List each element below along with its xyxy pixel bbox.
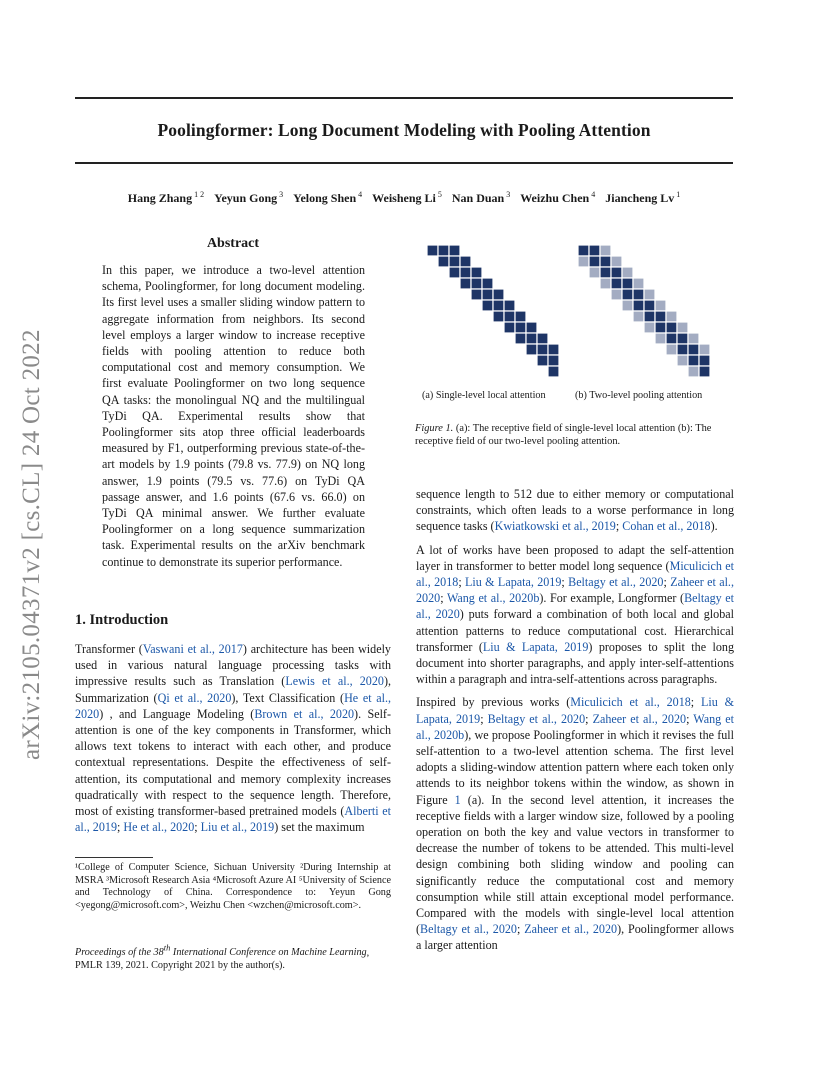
citation-link[interactable]: Liu & Lapata, 2019 [465, 575, 562, 590]
attention-cell [449, 245, 460, 256]
author [128, 191, 204, 205]
text-run: ; [440, 591, 447, 606]
citation-link[interactable]: Liu & Lapata, 2019 [416, 695, 735, 726]
figure-caption-text: (a): The receptive field of single-level local attention (b): The receptive field of our two-level pooling attention. [415, 423, 712, 448]
attention-cell [537, 333, 548, 344]
subcaption-a: (a) Single-level local attention [422, 390, 546, 401]
proceedings-copyright: , PMLR 139, 2021. Copyright 2021 by the author(s). [75, 947, 370, 972]
text-run: ), Poolingformer allows a larger attention [416, 922, 734, 953]
attention-cell [548, 344, 559, 355]
text-run: Inspired by previous works ( [416, 695, 571, 710]
text-run: ), Summarization ( [75, 674, 391, 705]
attention-cell [460, 267, 471, 278]
text-run: Transformer ( [75, 642, 143, 656]
author [605, 191, 680, 205]
attention-cell [548, 366, 559, 377]
introduction-text-left [75, 641, 391, 835]
attention-cell [482, 278, 493, 289]
attention-cell [666, 344, 677, 355]
attention-cell [471, 267, 482, 278]
author-name: Weizhu Chen [520, 191, 590, 205]
text-run: sequence length to 512 due to either memory or computational constraints, which often leads to a worse performance in long sequence tasks ( [416, 487, 734, 534]
attention-cell [515, 333, 526, 344]
attention-cell [644, 289, 655, 300]
author-name: Yeyun Gong [214, 191, 278, 205]
citation-link[interactable]: Alberti et al., 2019 [75, 804, 391, 835]
attention-cell [471, 278, 482, 289]
citation-link[interactable]: He et al., 2020 [123, 820, 195, 835]
attention-cell [438, 245, 449, 256]
attention-cell [677, 355, 688, 366]
attention-cell [644, 300, 655, 311]
author [452, 191, 510, 205]
attention-cell [644, 311, 655, 322]
attention-cell [655, 311, 666, 322]
intro-paragraph-3 [416, 694, 734, 953]
attention-cell [493, 300, 504, 311]
citation-link[interactable]: He et al., 2020 [75, 690, 391, 721]
citation-link[interactable]: Cohan et al., 2018 [622, 519, 711, 534]
text-run: ; [458, 575, 466, 590]
attention-cell [655, 322, 666, 333]
attention-cell [482, 289, 493, 300]
author [372, 191, 442, 205]
text-run: ; [516, 922, 525, 937]
citation-link[interactable]: Wang et al., 2020b [446, 591, 540, 606]
attention-cell [611, 267, 622, 278]
citation-link[interactable]: Zaheer et al., 2020 [592, 711, 687, 726]
attention-cell [449, 256, 460, 267]
attention-cell [438, 256, 449, 267]
attention-cell [537, 344, 548, 355]
attention-cell [633, 278, 644, 289]
author [520, 191, 595, 205]
attention-cell [504, 300, 515, 311]
text-run: ; [585, 711, 593, 726]
author [293, 191, 362, 205]
author-affiliation-mark: 4 [589, 190, 596, 199]
attention-cell [622, 278, 633, 289]
arxiv-identifier: arXiv:2105.04371v2 [cs.CL] 24 Oct 2022 [18, 329, 45, 760]
attention-cell [537, 355, 548, 366]
introduction-text-right [416, 486, 734, 954]
attention-cell [688, 333, 699, 344]
affiliations-footnote: ¹College of Computer Science, Sichuan University ²During Internship at MSRA ³Microsoft Research Asia ⁴Microsoft Azure AI ⁵University of Science and Technology of China. Correspondence to: Yeyun Gong <yegong@microsoft.com>, Weizhu Chen <wzchen@microsoft.com>. [75, 862, 391, 911]
citation-link[interactable]: Beltagy et al., 2020 [568, 575, 664, 590]
author-name: Jiancheng Lv [605, 191, 675, 205]
attention-cell [688, 355, 699, 366]
attention-cell [666, 311, 677, 322]
text-run: ). For example, Longformer ( [539, 591, 685, 606]
proceedings-title: Proceedings of the 38th International Conference on Machine Learning [75, 943, 367, 959]
intro-paragraph-1 [75, 641, 391, 835]
attention-cell [427, 245, 438, 256]
attention-cell [493, 311, 504, 322]
attention-cell [504, 311, 515, 322]
attention-cell [699, 355, 710, 366]
citation-link[interactable]: Liu & Lapata, 2019 [482, 639, 589, 654]
citation-link[interactable]: Miculicich et al., 2018 [570, 695, 691, 710]
attention-cell [633, 300, 644, 311]
attention-cell [578, 245, 589, 256]
citation-link[interactable]: Lewis et al., 2020 [285, 674, 384, 689]
text-run: ; [690, 695, 701, 710]
text-run: ; [686, 711, 694, 726]
attention-cell [611, 278, 622, 289]
text-run: ), Text Classification ( [231, 690, 345, 705]
author-affiliation-mark: 1 2 [192, 190, 205, 199]
text-run: ) proposes to split the long document into shorter paragraphs, and apply inter-self-attentions within a paragraph and intra-self-attentions across paragraphs. [416, 639, 734, 687]
subcaption-b: (b) Two-level pooling attention [575, 390, 703, 401]
attention-cell [666, 322, 677, 333]
two-level-attention-matrix [578, 245, 710, 377]
figure-caption [415, 422, 735, 449]
citation-link[interactable]: Beltagy et al., 2020 [420, 922, 517, 937]
attention-cell [589, 245, 600, 256]
attention-cell [655, 300, 666, 311]
author-name: Nan Duan [451, 191, 505, 205]
author-name: Weisheng Li [372, 191, 436, 205]
intro-paragraph-1-continued [416, 486, 734, 535]
citation-link[interactable]: Zaheer et al., 2020 [524, 922, 618, 937]
text-run: ; [663, 575, 671, 590]
citation-link[interactable]: 1 [454, 792, 461, 807]
title-bottom-rule [75, 162, 733, 164]
attention-cell [655, 333, 666, 344]
author-name: Yelong Shen [293, 191, 357, 205]
attention-cell [611, 256, 622, 267]
footnote-rule [75, 857, 153, 858]
attention-cell [633, 289, 644, 300]
attention-cell [600, 256, 611, 267]
text-run: ) puts forward a combination of both local and global attention patterns to reduce computational cost. Hierarchical transformer ( [416, 607, 734, 654]
citation-link[interactable]: Wang et al., 2020b [416, 711, 734, 742]
citation-link[interactable]: Qi et al., 2020 [157, 690, 232, 705]
text-run: ; [615, 519, 623, 534]
abstract-paragraph: In this paper, we introduce a two-level attention schema, Poolingformer, for long document modeling. Its first level uses a smaller sliding window pattern to aggregate information from neighbors. Its second level employs a larger window to increase receptive fields with pooling attention to reduce both computational cost and memory consumption. We first evaluate Poolingformer on two long sequence QA tasks: the monolingual NQ and the multilingual TyDi QA. Experimental results show that Poolingformer sits atop three official leaderboards measured by F1, outperforming previous state-of-the-art models by 1.9 points (79.8 vs. 77.9) on NQ long answer, 1.9 points (79.5 vs. 77.6) on TyDi QA passage answer, and 1.6 points (67.6 vs. 66.0) on TyDi QA minimal answer. We further evaluate Poolingformer on a long sequence summarization task. Experimental results on the arXiv benchmark continue to demonstrate its superior performance. [102, 263, 365, 569]
author-affiliation-mark: 1 [674, 190, 681, 199]
text-run: A lot of works have been proposed to adapt the self-attention layer in transformer to better model long sequence ( [416, 542, 734, 573]
text-run: ) architecture has been widely used in various natural language processing tasks with impressive results such as Translation ( [75, 642, 391, 689]
attention-cell [677, 344, 688, 355]
text-run: ; [561, 575, 569, 590]
attention-cell [688, 344, 699, 355]
text-run: (a). In the second level attention, it increases the receptive fields with a larger window size, followed by a pooling operation on both the key and value vectors in transformer to decrease the number of tokens to be attended. This multi-level design combining both sliding window and pooling can significantly reduce the computational cost and memory consumption while still attain exceptional model performance. Compared with the models with single-level local attention ( [416, 792, 734, 937]
attention-cell [677, 322, 688, 333]
attention-cell [589, 256, 600, 267]
author-name: Hang Zhang [127, 191, 193, 205]
citation-link[interactable]: Brown et al., 2020 [254, 706, 355, 721]
attention-cell [699, 366, 710, 377]
author-affiliation-mark: 3 [504, 190, 511, 199]
abstract-text [102, 262, 365, 570]
attention-cell [515, 322, 526, 333]
attention-cell [600, 278, 611, 289]
attention-cell [449, 267, 460, 278]
citation-link[interactable]: Liu et al., 2019 [200, 820, 275, 835]
attention-cell [515, 311, 526, 322]
attention-cell [578, 256, 589, 267]
text-run: ) , and Language Modeling ( [99, 706, 255, 721]
intro-paragraph-2 [416, 542, 734, 688]
text-run: ). [710, 519, 718, 534]
attention-cell [526, 333, 537, 344]
text-run: ; [117, 820, 124, 835]
figure-label: Figure 1. [415, 423, 454, 434]
attention-cell [493, 289, 504, 300]
author-affiliation-mark: 3 [277, 190, 284, 199]
author-affiliation-mark: 5 [435, 190, 442, 199]
abstract-heading: Abstract [206, 236, 260, 251]
text-run: ; [480, 711, 488, 726]
author-affiliation-mark: 4 [356, 190, 363, 199]
attention-cell [611, 289, 622, 300]
attention-cell [677, 333, 688, 344]
author-list [75, 190, 733, 206]
citation-link[interactable]: Kwiatkowski et al., 2019 [494, 519, 616, 534]
proceedings-note [75, 942, 391, 972]
text-run: ; [194, 820, 201, 835]
top-rule [75, 97, 733, 99]
attention-cell [644, 322, 655, 333]
attention-cell [699, 344, 710, 355]
attention-cell [633, 311, 644, 322]
attention-cell [482, 300, 493, 311]
attention-cell [622, 289, 633, 300]
attention-cell [622, 267, 633, 278]
attention-cell [460, 256, 471, 267]
attention-cell [526, 322, 537, 333]
attention-cell [460, 278, 471, 289]
attention-cell [622, 300, 633, 311]
citation-link[interactable]: Miculicich et al., 2018 [416, 558, 734, 590]
attention-cell [589, 267, 600, 278]
citation-link[interactable]: Beltagy et al., 2020 [416, 591, 735, 622]
text-run: ) set the maximum [274, 820, 365, 835]
attention-cell [471, 289, 482, 300]
text-run: ). Self-attention is one of the key components in Transformer, which allows text tokens to interact with each other, and produce contextual representations. Despite the effectiveness of self-attention, its computational and memory complexity increases quadratically with respect to the sequence length. Therefore, most of existing transformer-based pretrained models ( [75, 706, 391, 819]
attention-cell [600, 245, 611, 256]
paper-title: Poolingformer: Long Document Modeling with Pooling Attention [157, 120, 651, 140]
attention-cell [526, 344, 537, 355]
single-level-attention-matrix [427, 245, 559, 377]
author [214, 191, 283, 205]
attention-cell [548, 355, 559, 366]
attention-cell [600, 267, 611, 278]
attention-cell [504, 322, 515, 333]
citation-link[interactable]: Beltagy et al., 2020 [487, 711, 586, 726]
text-run: ), we propose Poolingformer in which it revises the full self-attention to a two-level attention schema. The first level adopts a sliding-window attention pattern where each token only attends to its neighbor tokens within the window, as shown in Figure [416, 727, 734, 807]
citation-link[interactable]: Zaheer et al., 2020 [416, 575, 734, 606]
citation-link[interactable]: Vaswani et al., 2017 [142, 642, 243, 656]
attention-cell [688, 366, 699, 377]
section-heading-introduction: 1. Introduction [75, 612, 169, 628]
attention-cell [666, 333, 677, 344]
